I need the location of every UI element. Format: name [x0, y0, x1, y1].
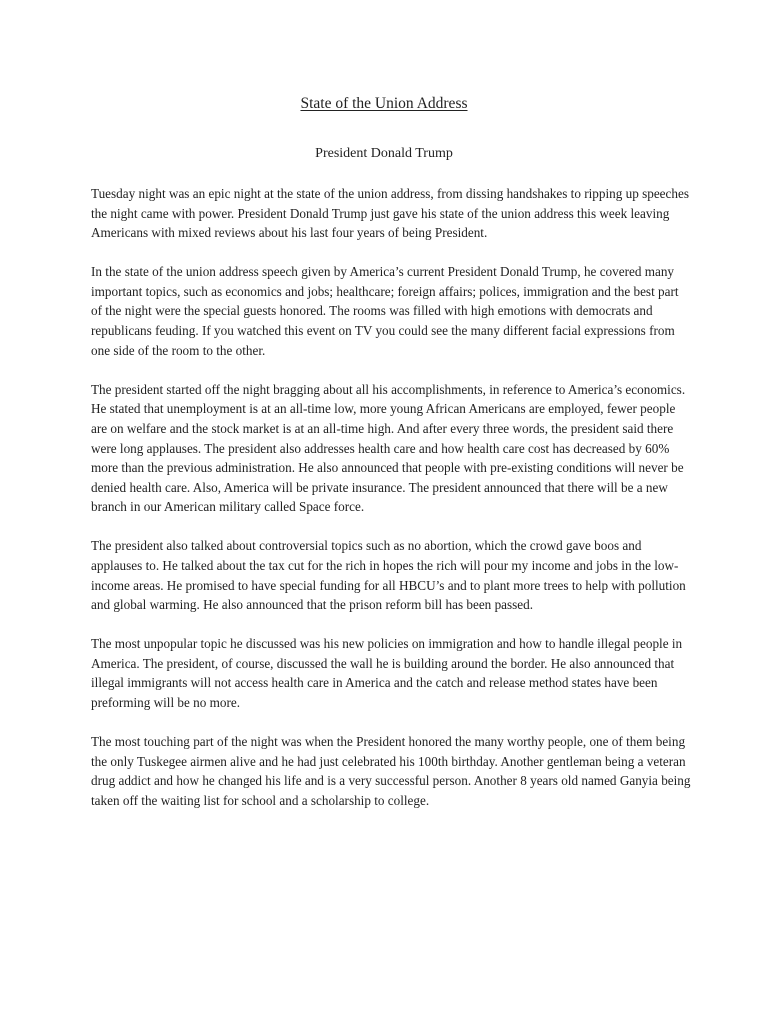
document-body [91, 184, 691, 830]
paragraph: The president started off the night bragging about all his accomplishments, in reference to America’s economics. He stated that unemployment is at an all-time low, more young African Americans are employed, fewer people are on welfare and the stock market is at an all-time high. And after every three words, the president said there were long applauses. The president also addresses health care and how health care cost has decreased by 60% more than the previous administration. He also announced that people with pre-existing conditions will never be denied health care. Also, America will be private insurance. The president announced that there will be a new branch in our American military called Space force. [91, 381, 686, 515]
document-subtitle: President Donald Trump [315, 146, 453, 161]
paragraph: Tuesday night was an epic night at the state of the union address, from dissing handshakes to ripping up speeches the night came with power. President Donald Trump just gave his state of the union address this week leaving Americans with mixed reviews about his last four years of being President. [91, 186, 689, 241]
paragraph: The president also talked about controversial topics such as no abortion, which the crowd gave boos and applauses to. He talked about the tax cut for the rich in hopes the rich will pour my income and jobs in the low-income areas. He promised to have special funding for all HBCU’s and to plant more trees to help with pollution and global warming. He also announced that the prison reform bill has been passed. [91, 538, 686, 613]
document-title: State of the Union Address [300, 95, 468, 112]
paragraph: The most unpopular topic he discussed was his new policies on immigration and how to handle illegal people in America. The president, of course, discussed the wall he is building around the border. He also announced that illegal immigrants will not access health care in America and the catch and release method states have been preforming will be no more. [91, 636, 683, 711]
paragraph: The most touching part of the night was when the President honored the many worthy people, one of them being the only Tuskegee airmen alive and he had just celebrated his 100th birthday. Another gentleman being a veteran drug addict and how he changed his life and is a very successful person. Another 8 years old named Ganyia being taken off the waiting list for school and a scholarship to college. [91, 734, 691, 808]
paragraph: In the state of the union address speech given by America’s current President Donald Trump, he covered many important topics, such as economics and jobs; healthcare; foreign affairs; polices, immigration and the best part of the night were the special guests honored. The rooms was filled with high emotions with democrats and republicans feuding. If you watched this event on TV you could see the many different facial expressions from one side of the room to the other. [91, 264, 679, 358]
